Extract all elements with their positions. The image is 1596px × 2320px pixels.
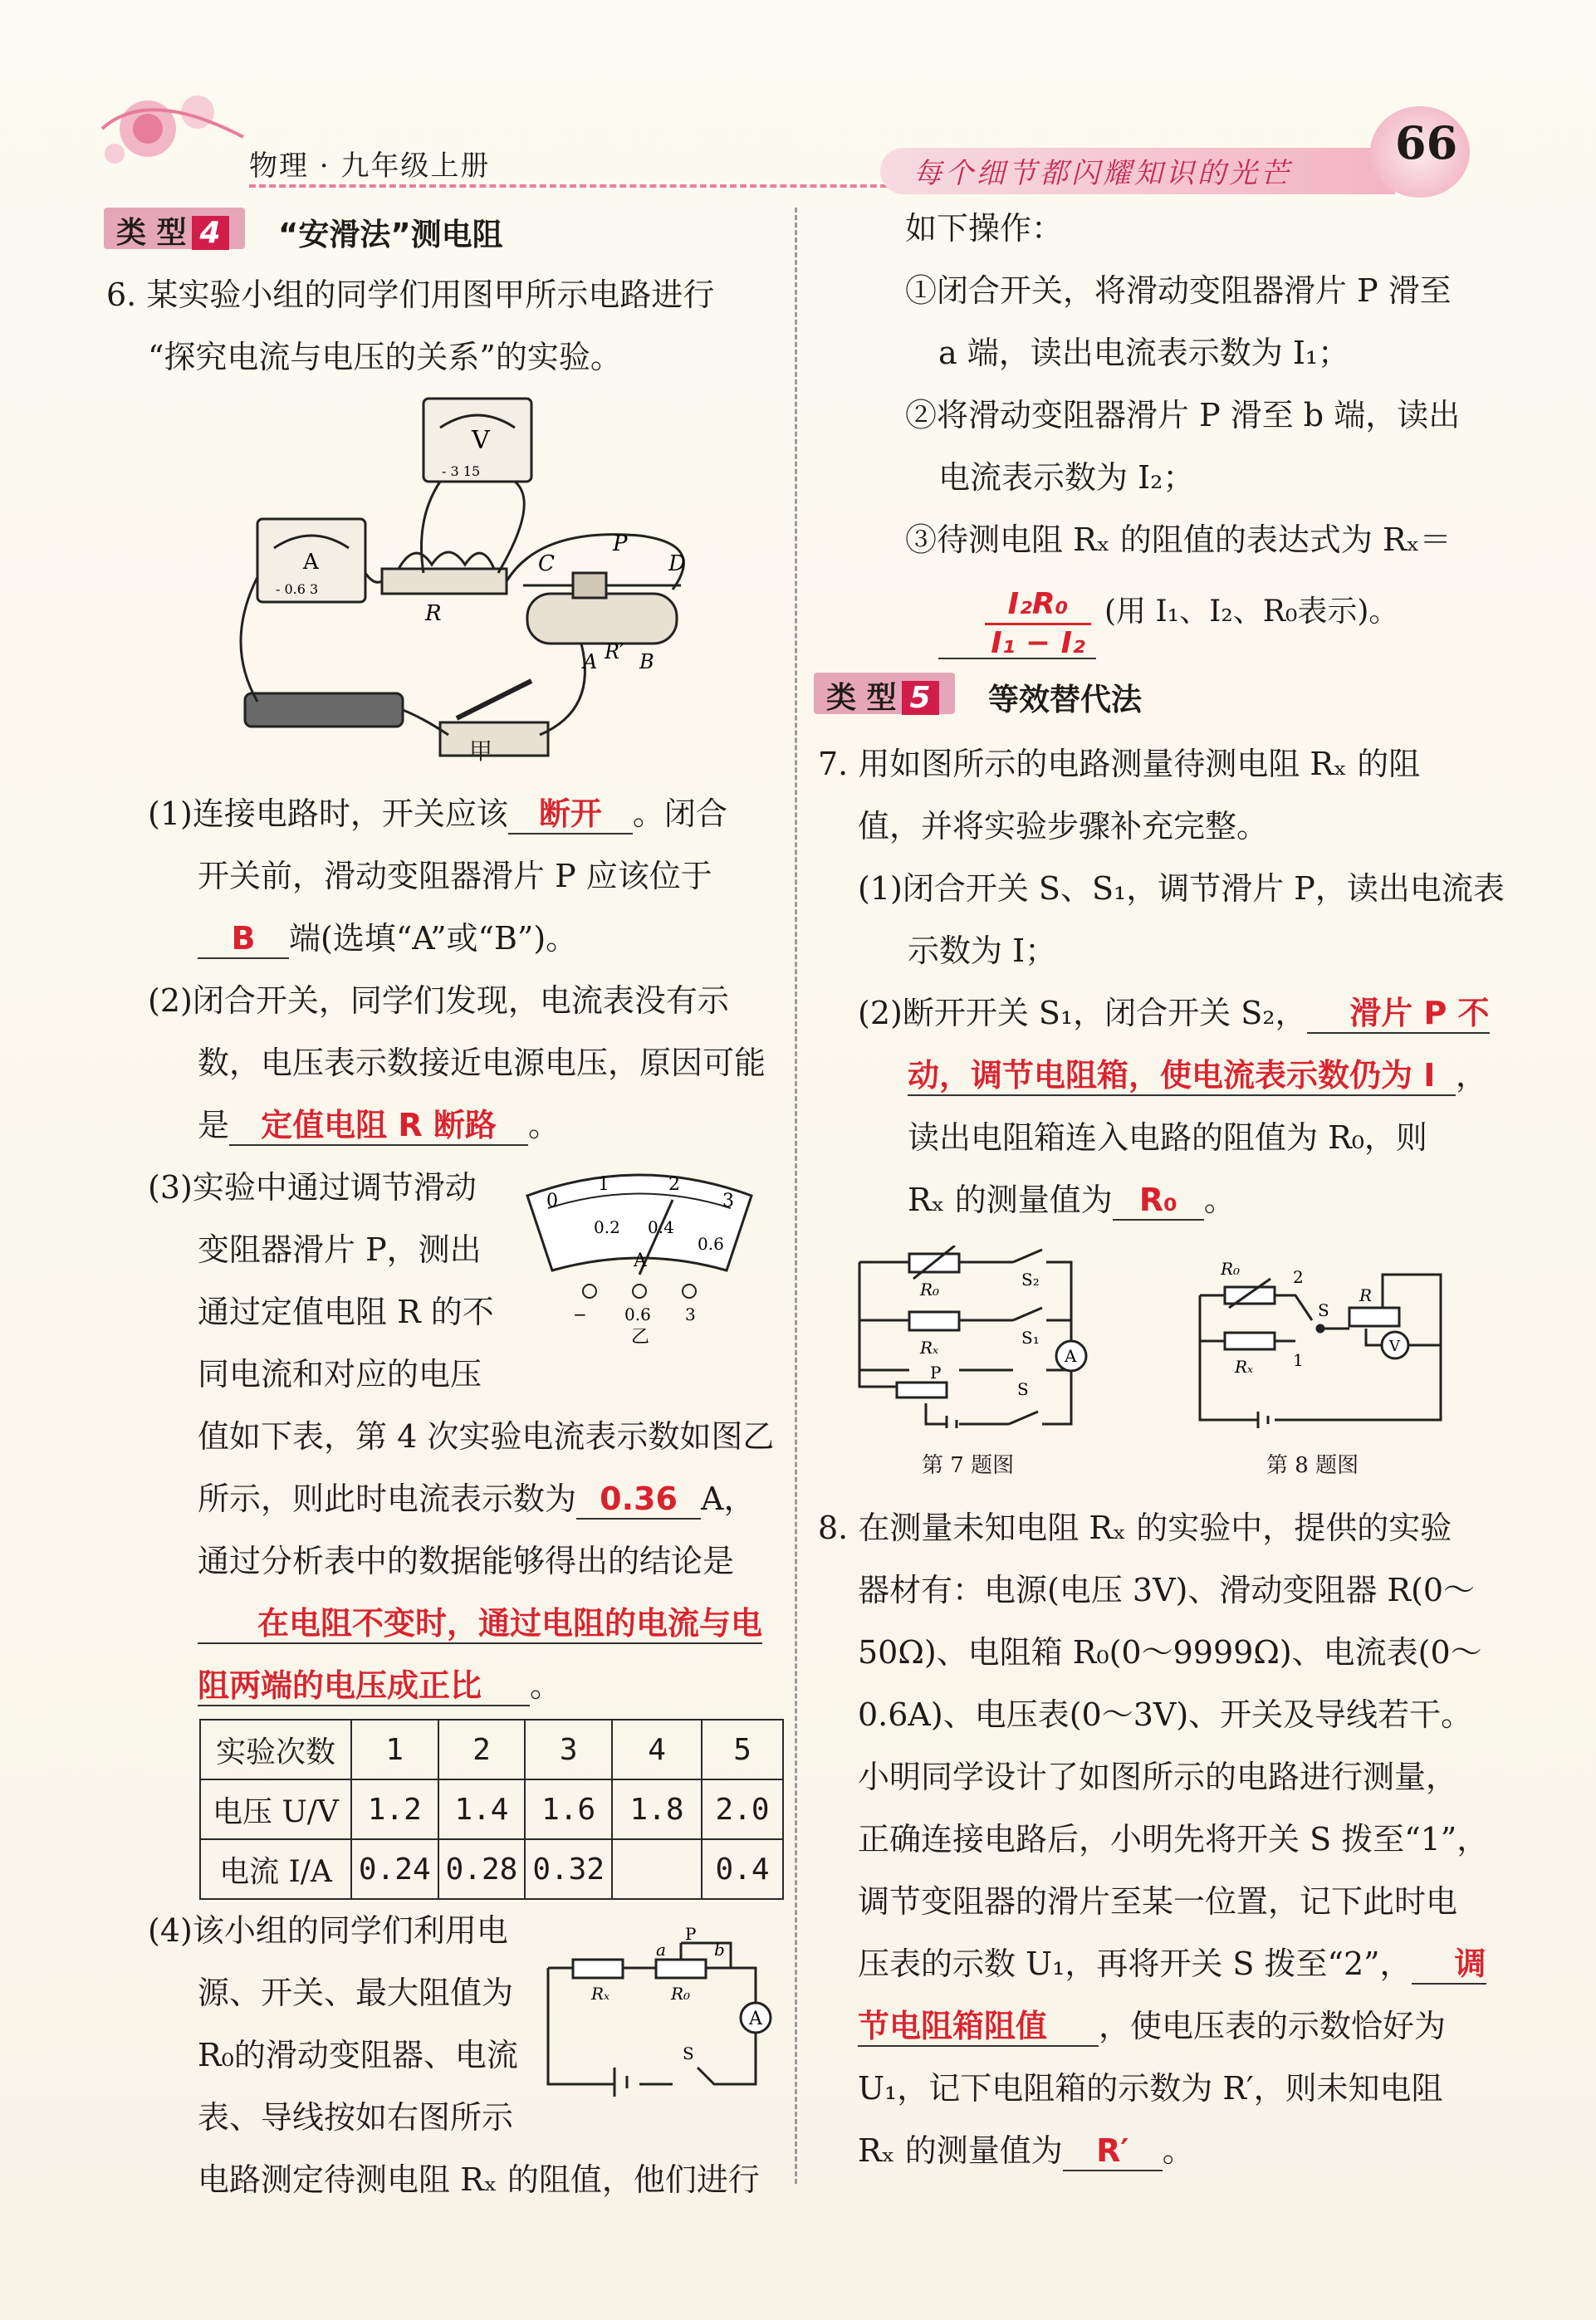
q7-step2-answer-2: 动，调节电阻箱，使电流表示数仍为 I [908,1056,1456,1096]
q6-p3-line2: 变阻器滑片 P，测出 [198,1231,482,1268]
q6-p1-prefix: (1)连接电路时，开关应该 [148,795,508,832]
fig7-s2-label: S₂ [1021,1270,1040,1290]
rheostat-p-label: P [613,531,628,556]
fig8-1-label: 1 [1293,1350,1304,1370]
table-cell: 电流 I/A [200,1839,351,1899]
q6-p1-answer: 断开 [508,795,633,835]
q8-line3: 50Ω)、电阻箱 R₀(0～9999Ω)、电流表(0～ [858,1634,1482,1671]
q8-line10: U₁，记下电阻箱的示数为 R′，则未知电阻 [858,2070,1443,2107]
q7-step2-line4 [908,1179,1236,1221]
ammeter-dial-figure [515,1158,764,1349]
circuit-figure-q8 [1183,1250,1457,1441]
q7-step1-line1: (1)闭合开关 S、S₁，调节滑片 P，读出电流表 [858,870,1505,907]
q7-step2-line3: 读出电阻箱连入电路的阻值为 R₀，则 [908,1119,1427,1156]
q6-p2-line3 [198,1104,560,1146]
fig7-caption: 第 7 题图 [922,1453,1015,1478]
q6-p1-line3 [198,918,577,959]
fig7-r0-label: R₀ [920,1280,940,1299]
fig4-b-label: b [714,1940,725,1960]
dial-terminal-3: 3 [685,1304,696,1324]
q6-r-line6: ③待测电阻 Rₓ 的阻值的表达式为 Rₓ＝ [905,521,1452,558]
q8-line7: 调节变阻器的滑片至某一位置，记下此时电 [858,1883,1458,1920]
q8-answer-3: R′ [1063,2132,1163,2171]
ammeter-label: A [303,550,319,575]
table-header-cell: 4 [612,1720,702,1779]
circuit-figure-q6-4 [540,1926,772,2101]
q7-step2-line1 [858,992,1490,1034]
type5-tag-number: 5 [902,681,939,715]
type4-title: “安滑法”测电阻 [278,217,503,252]
fig8-s-label: S [1318,1300,1329,1320]
q6-p2-answer: 定值电阻 R 断路 [229,1106,528,1146]
dial-unit-a: A [634,1251,647,1271]
table-cell: 1.4 [438,1779,526,1839]
type5-tag-text [826,674,939,717]
q6-p4-line2: 源、开关、最大阻值为 [198,1975,514,2011]
fig7-s1-label: S₁ [1021,1328,1040,1348]
type4-tag-text [116,209,229,252]
q6-p2-suffix: 。 [528,1107,561,1143]
q6-r-line1: 如下操作： [905,210,1064,247]
resistor-label: R [425,601,442,626]
rheostat-b-label: B [639,650,654,673]
dial-tick-0.4: 0.4 [648,1217,674,1237]
q7-step2-prefix: (2)断开开关 S₁，闭合开关 S₂， [858,995,1307,1031]
q8-line11 [858,2130,1194,2171]
q8-line1: 8. 在测量未知电阻 Rₓ 的实验中，提供的实验 [818,1510,1452,1546]
q6-p3-line3: 通过定值电阻 R 的不 [198,1294,494,1330]
fig4-a-label: a [656,1940,666,1960]
q8-line9 [858,2005,1446,2047]
q6-r-line3: a 端，读出电流表示数为 I₁； [938,335,1350,371]
q6-p1-line1 [148,793,727,835]
flower-ornament-icon [98,79,247,179]
table-header-cell: 1 [351,1720,438,1779]
q7-step2-suffix: 。 [1203,1182,1236,1218]
ammeter-scale: - 0.6 3 [276,581,319,597]
q8-line11-suffix: 。 [1162,2132,1194,2169]
rheostat-rprime-label: R′ [605,640,624,663]
table-header-cell: 2 [438,1720,526,1779]
fig8-rx-label: Rₓ [1235,1357,1254,1377]
q6-p3-line5: 值如下表，第 4 次实验电流表示数如图乙 [198,1418,775,1455]
q7-line2: 值，并将实验步骤补充完整。 [858,808,1269,844]
figure-jia-caption: 甲 [469,737,493,765]
q8-line5: 小明同学设计了如图所示的电路进行测量， [858,1759,1458,1795]
header-dashed-rule [249,184,897,188]
table-cell: 1.8 [612,1779,702,1839]
q7-step2-prefix2: Rₓ 的测量值为 [908,1182,1113,1218]
q6-line2: “探究电流与电压的关系”的实验。 [148,339,622,375]
dial-tick-1: 1 [598,1174,610,1195]
q8-line6: 正确连接电路后，小明先将开关 S 拨至“1”， [858,1821,1489,1857]
dial-tick-0: 0 [546,1191,558,1211]
q8-line2: 器材有：电源(电压 3V)、滑动变阻器 R(0～ [858,1572,1476,1608]
q7-step2-comma: ， [1456,1057,1488,1094]
q6-p1-answer2: B [198,919,289,959]
q8-answer-1: 调 [1412,1945,1486,1985]
dial-tick-2: 2 [668,1174,680,1195]
expression-numerator: I₂R₀ [1007,587,1069,621]
page-number: 66 [1395,116,1458,169]
q6-p2-line1: (2)闭合开关，同学们发现，电流表没有示 [148,982,729,1019]
q6-p4-line4: 表、导线按如右图所示 [198,2099,514,2136]
q6-p3-line9 [198,1665,561,1706]
type5-tag-label: 类 型 [826,681,897,715]
table-cell: 1.6 [525,1779,612,1839]
expression-underline [938,658,1096,659]
q7-line1: 7. 用如图所示的电路测量待测电阻 Rₓ 的阻 [818,746,1421,782]
q6-line1: 6. 某实验小组的同学们用图甲所示电路进行 [106,277,715,313]
circuit-figure-jia [208,394,722,785]
fig8-r-label: R [1359,1285,1373,1305]
q6-p3-conclusion-1: 在电阻不变时，通过电阻的电流与电 [198,1604,762,1644]
expression-note: (用 I₁、I₂、R₀表示)。 [1104,595,1399,629]
figure-yi-caption: 乙 [631,1327,650,1348]
table-cell: 2.0 [702,1779,783,1839]
q6-p3-line1: (3)实验中通过调节滑动 [148,1169,477,1206]
q6-p3-conclusion-2: 阻两端的电压成正比 [198,1667,530,1706]
type5-title: 等效替代法 [988,682,1142,717]
circuit-figure-q7 [847,1246,1113,1428]
dial-tick-0.6: 0.6 [698,1234,724,1254]
voltmeter-scale: - 3 15 [442,463,481,479]
q6-p4-line5: 电路测定待测电阻 Rₓ 的阻值，他们进行 [198,2161,760,2198]
fig7-s-label: S [1017,1379,1029,1399]
dial-tick-0.2: 0.2 [594,1217,620,1237]
table-cell: 0.24 [351,1839,438,1899]
q6-p4-line1: (4)该小组的同学们利用电 [148,1912,508,1949]
q8-line11-prefix: Rₓ 的测量值为 [858,2132,1063,2169]
q6-p3-line7: 通过分析表中的数据能够得出的结论是 [198,1543,735,1579]
fig8-r0-label: R₀ [1221,1259,1241,1279]
table-header-row [200,1720,783,1779]
table-cell: 0.4 [702,1839,783,1899]
fig4-ammeter-label: A [749,2009,762,2029]
type4-tag-label: 类 型 [116,216,187,250]
q6-r-line2: ①闭合开关，将滑动变阻器滑片 P 滑至 [905,272,1452,309]
q6-p3-suffix2: 。 [530,1667,562,1704]
expression-denominator: I₁ − I₂ [991,626,1085,660]
table-cell [612,1839,702,1899]
q6-p3-suffix: A， [701,1481,756,1517]
fig8-voltmeter-label: V [1389,1338,1400,1355]
table-cell: 电压 U/V [200,1779,351,1839]
table-header-cell: 5 [702,1720,783,1779]
q7-step1-line2: 示数为 I； [908,932,1057,969]
q8-line8-prefix: 压表的示数 U₁，再将开关 S 拨至“2”， [858,1946,1412,1982]
type4-tag-number: 4 [192,216,229,250]
q6-r-line5: 电流表示数为 I₂； [938,459,1195,496]
q6-p2-line2: 数，电压表示数接近电源电压，原因可能 [198,1045,766,1081]
slogan-text: 每个细节都闪耀知识的光芒 [913,157,1292,190]
table-cell: 0.32 [525,1839,612,1899]
table-row-current [200,1839,783,1899]
dial-terminal-0.6: 0.6 [624,1304,651,1324]
q8-answer-2: 节电阻箱阻值 [858,2007,1099,2047]
q7-step2-answer-1: 滑片 P 不 [1307,994,1490,1034]
q6-p2-prefix: 是 [198,1107,230,1143]
q6-p1-suffix2: 端(选填“A”或“B”)。 [289,920,578,957]
q6-p3-line8 [198,1603,762,1644]
table-cell: 1.2 [351,1779,438,1839]
q6-p3-prefix: 所示，则此时电流表示数为 [198,1481,577,1517]
fig7-ammeter-label: A [1065,1346,1077,1366]
fig4-r0-label: R₀ [671,1984,691,2004]
q6-r-line4: ②将滑动变阻器滑片 P 滑至 b 端，读出 [905,397,1461,433]
fig4-rx-label: Rₓ [591,1984,610,2004]
q6-p1-suffix: 。闭合 [632,795,727,832]
q6-p1-line2: 开关前，滑动变阻器滑片 P 应该位于 [198,858,712,894]
data-table [199,1719,784,1900]
q6-p4-line3: R₀的滑动变阻器、电流 [198,2037,518,2073]
book-title: 物理 · 九年级上册 [249,149,491,183]
expression-answer [980,586,1096,662]
fig7-p-label: P [930,1363,942,1383]
q8-line4: 0.6A)、电压表(0～3V)、开关及导线若干。 [858,1696,1473,1733]
rheostat-a-label: A [583,650,598,673]
q6-p3-answer: 0.36 [576,1480,701,1520]
fig8-caption: 第 8 题图 [1266,1453,1359,1478]
fig8-2-label: 2 [1293,1267,1304,1287]
table-row-voltage [200,1779,783,1839]
voltmeter-label: V [472,426,490,455]
q7-step2-answer-3: R₀ [1113,1181,1204,1221]
dial-tick-3: 3 [722,1191,734,1211]
fig7-rx-label: Rₓ [920,1338,939,1358]
table-header-cell: 3 [525,1720,612,1779]
rheostat-c-label: C [538,551,555,576]
fig4-s-label: S [683,2043,694,2063]
q7-step2-line2 [908,1055,1487,1096]
fig4-p-label: P [685,1926,697,1944]
column-divider [795,208,797,2184]
q6-p3-line4: 同电流和对应的电压 [198,1356,482,1392]
table-cell: 0.28 [438,1839,526,1899]
q8-line8 [858,1943,1486,1985]
rheostat-d-label: D [668,551,686,576]
q8-line9-suffix: ，使电压表的示数恰好为 [1099,2008,1447,2044]
q6-p3-line6 [198,1478,755,1520]
table-header-cell: 实验次数 [200,1720,351,1779]
dial-terminal-neg: − [573,1304,587,1324]
